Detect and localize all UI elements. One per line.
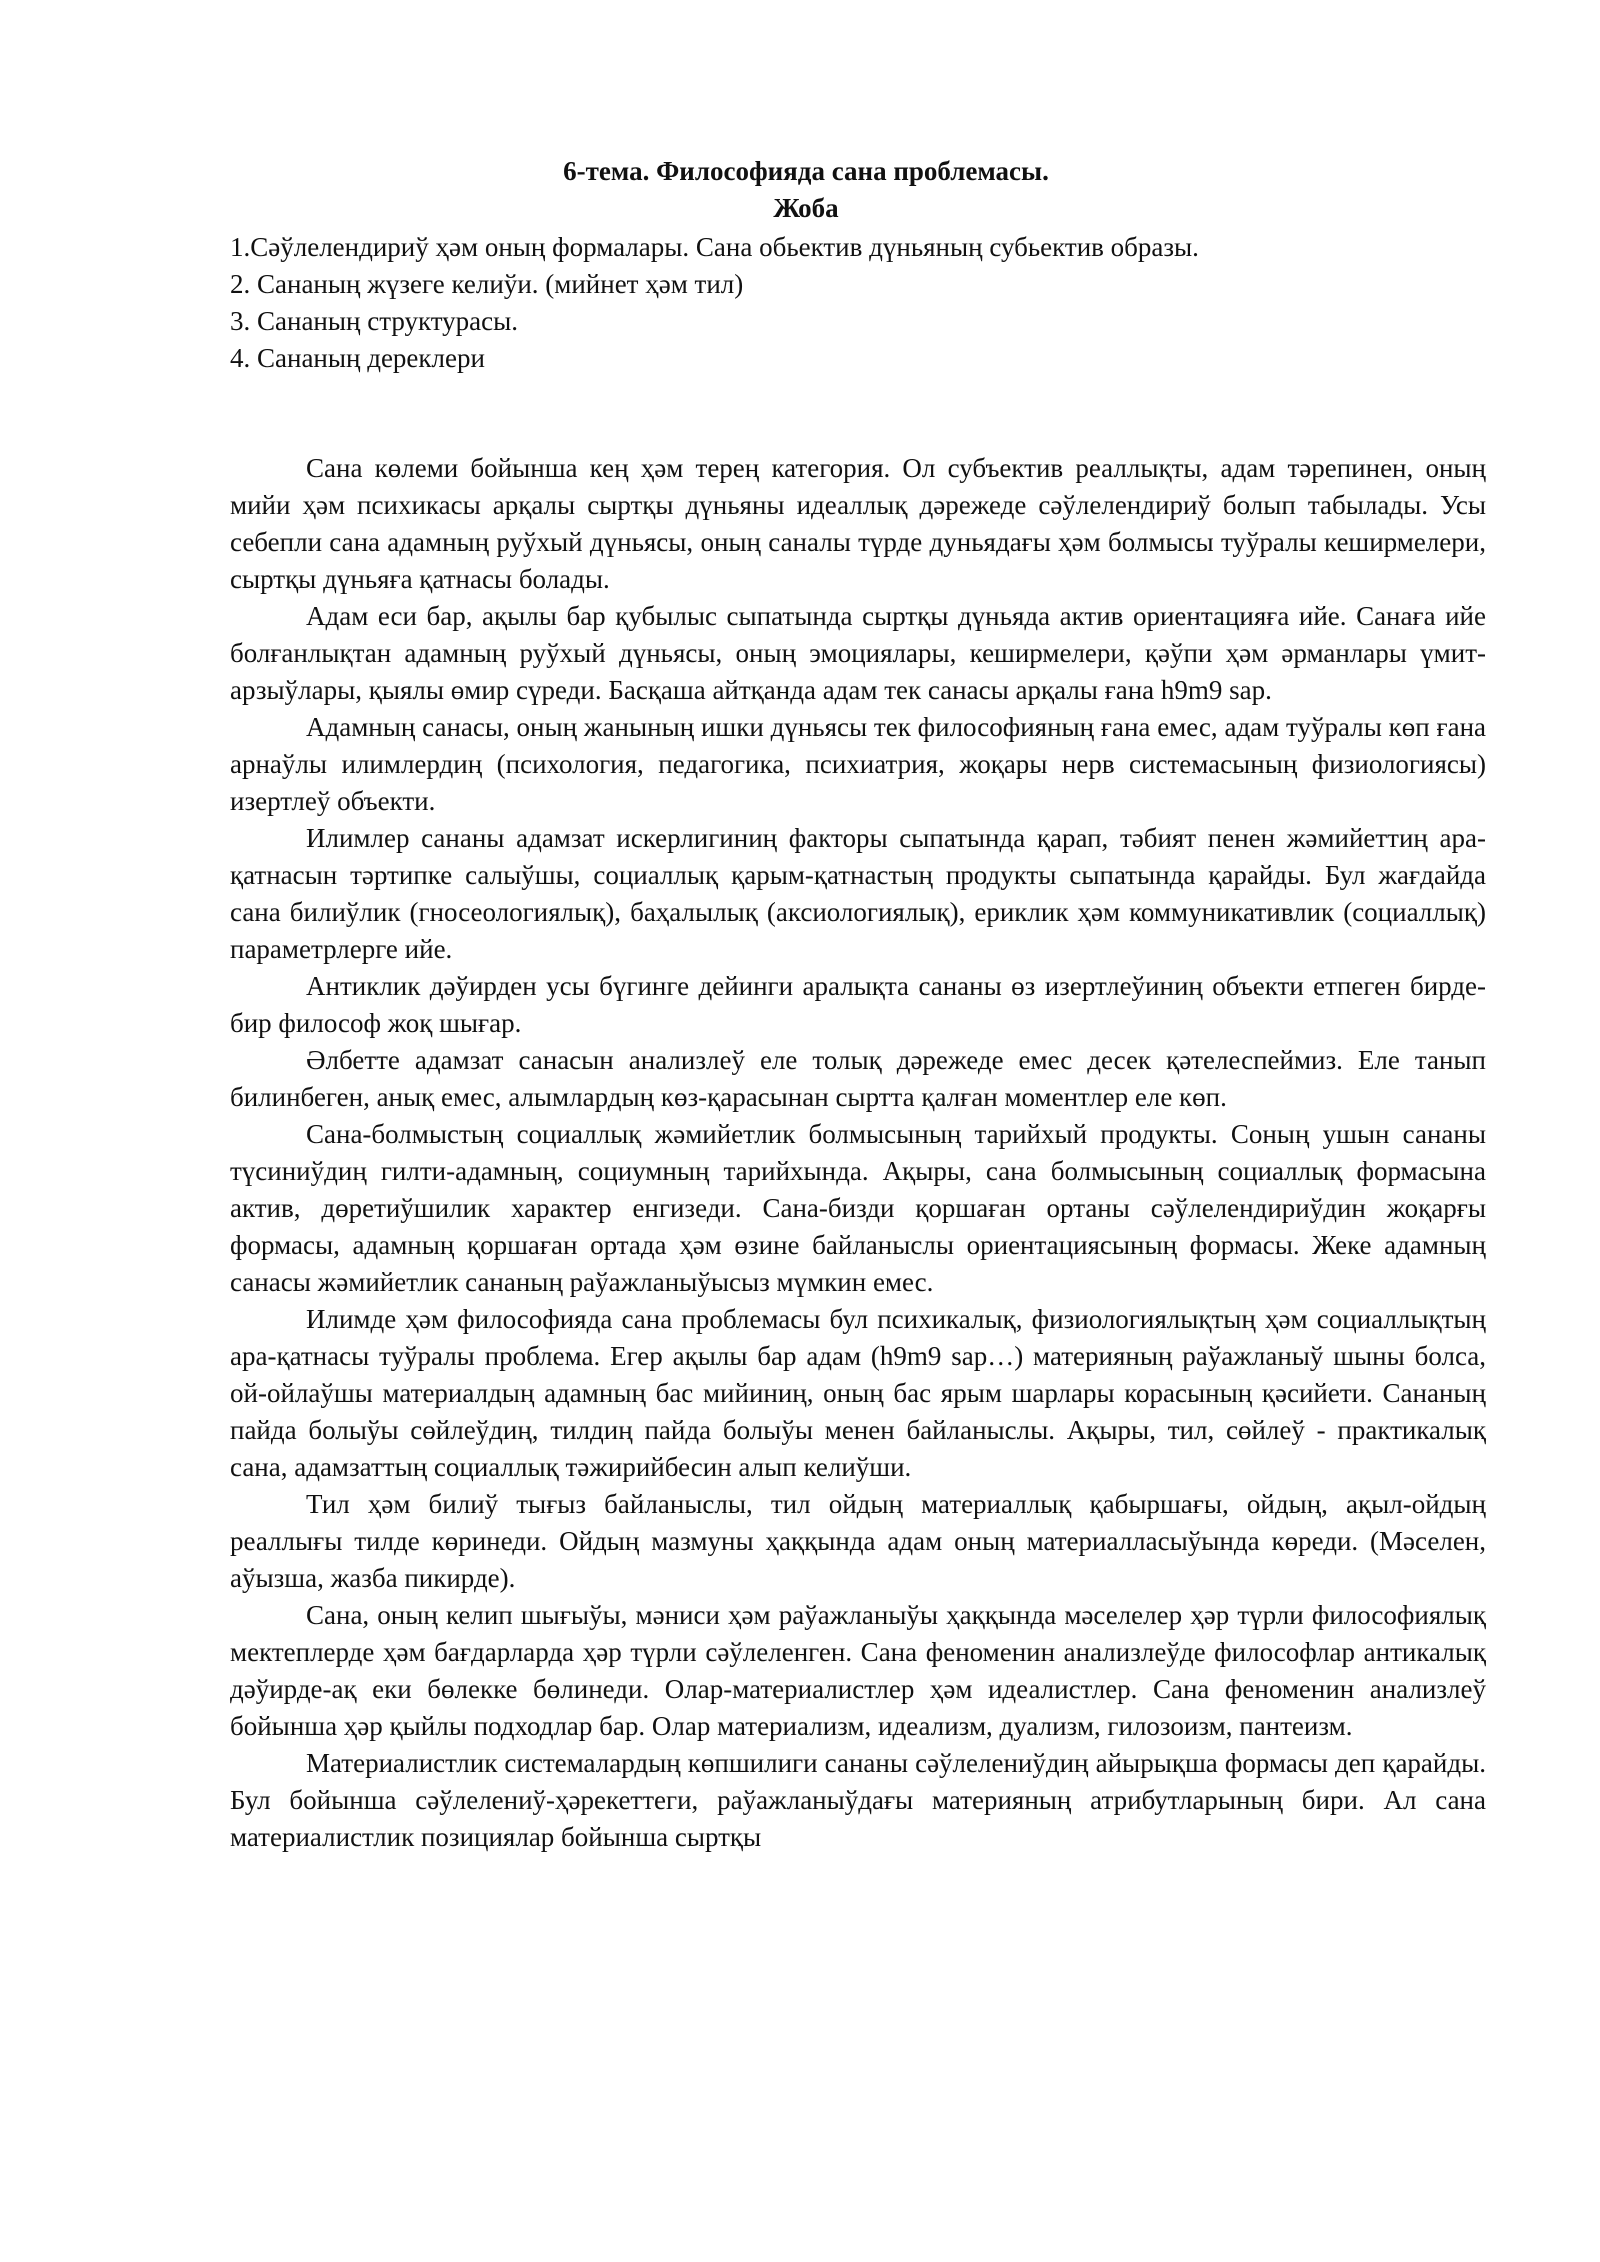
body-paragraph: Материалистлик системалардың көпшилиги сананы сәўлелениўдиң айырықша формасы деп қарайды. Бул бойынша сәўлелениў-ҳәрекеттеги, раўажланыўдағы материяның атрибутларының бири. Ал сана материалистлик позициялар бойынша сыртқы [230, 1748, 1486, 1852]
body-paragraph: Әлбетте адамзат санасын анализлеў еле толық дәрежеде емес десек қәтелеспеймиз. Еле танып билинбеген, анық емес, алымлардың көз-қарасынан сыртта қалған моментлер еле көп. [230, 1045, 1486, 1112]
body-paragraph: Адам еси бар, ақылы бар қубылыс сыпатында сыртқы дүньяда актив ориентацияға ийе. Санаға ийе болғанлықтан адамның руўхый дүньясы, оның эмоциялары, кеширмелери, қәўпи ҳәм әрманлары үмит-арзыўлары, қыялы өмир сүреди. Басқаша айтқанда адам тек санасы арқалы ғана h9m9 sap. [230, 601, 1486, 705]
body-paragraph: Тил ҳәм билиў тығыз байланыслы, тил ойдың материаллық қабыршағы, ойдың, ақыл-ойдың реаллығы тилде көринеди. Ойдың мазмуны ҳаққында адам оның материалласыўында көреди. (Мәселен, аўызша, жазба пикирде). [230, 1489, 1486, 1593]
body-paragraph: Сана-болмыстың социаллық жәмийетлик болмысының тарийхый продукты. Соның ушын сананы түсиниўдиң гилти-адамның, социумның тарийхында. Ақыры, сана болмысының социаллық формасына актив, дөретиўшилик характер енгизеди. Сана-бизди қоршаған ортаны сәўлелендириўдин жоқарғы формасы, адамның қоршаған ортада ҳәм өзине байланыслы ориентациясының формасы. Жеке адамның санасы жәмийетлик сананың раўажланыўысыз мүмкин емес. [230, 1119, 1486, 1297]
document-body [230, 450, 1486, 1856]
plan-item: 4. Сананың дереклери [230, 343, 485, 373]
body-paragraph: Антиклик дәўирден усы бүгинге дейинги аралықта сананы өз изертлеўиниң объекти етпеген бирде-бир философ жоқ шығар. [230, 971, 1486, 1038]
body-paragraph: Илимлер сананы адамзат искерлигиниң факторы сыпатында қарап, тәбият пенен жәмийеттиң ара-қатнасын тәртипке салыўшы, социаллық қарым-қатнастың продукты сыпатында қарайды. Бул жағдайда сана билиўлик (гносеологиялық), баҳалылық (аксиологиялық), ериклик ҳәм коммуникативлик (социаллық) параметрлерге ийе. [230, 823, 1486, 964]
plan-item: 2. Сананың жүзеге келиўи. (мийнет ҳәм тил) [230, 269, 744, 299]
document-subtitle: Жоба [773, 193, 839, 223]
document-title: 6-тема. Философияда сана проблемасы. [563, 156, 1049, 186]
plan-item: 3. Сананың структурасы. [230, 306, 519, 336]
plan-item: 1.Сәўлелендириў ҳәм оның формалары. Сана обьектив дүньяның субьектив образы. [230, 232, 1199, 262]
body-paragraph: Сана көлеми бойынша кең ҳәм терең категория. Ол субъектив реаллықты, адам тәрепинен, оның мийи ҳәм психикасы арқалы сыртқы дүньяны идеаллық дәрежеде сәўлелендириў болып табылады. Усы себепли сана адамның руўхый дүньясы, оның саналы түрде дуньядағы ҳәм болмысы туўралы кеширмелери, сыртқы дүньяға қатнасы болады. [230, 453, 1486, 594]
body-paragraph: Сана, оның келип шығыўы, мәниси ҳәм раўажланыўы ҳаққында мәселелер ҳәр түрли философиялық мектеплерде ҳәм бағдарларда ҳәр түрли сәўлеленген. Сана феноменин анализлеўде философлар антикалық дәўирде-ақ еки бөлекке бөлинеди. Олар-материалистлер ҳәм идеалистлер. Сана феноменин анализлеў бойынша ҳәр қыйлы подходлар бар. Олар материализм, идеализм, дуализм, гилозоизм, пантеизм. [230, 1600, 1486, 1741]
body-paragraph: Адамның санасы, оның жанының ишки дүньясы тек философияның ғана емес, адам туўралы көп ғана арнаўлы илимлердиң (психология, педагогика, психиатрия, жоқары нерв системасының физиологиясы) изертлеў объекти. [230, 712, 1486, 816]
body-paragraph: Илимде ҳәм философияда сана проблемасы бул психикалық, физиологиялықтың ҳәм социаллықтың ара-қатнасы туўралы проблема. Егер ақылы бар адам (h9m9 sap…) материяның раўажланыў шыны болса, ой-ойлаўшы материалдың адамның бас мийиниң, оның бас ярым шарлары корасының қәсийети. Сананың пайда болыўы сөйлеўдиң, тилдиң пайда болыўы менен байланыслы. Ақыры, тил, сөйлеў - практикалық сана, адамзаттың социаллық тәжирийбесин алып келиўши. [230, 1304, 1486, 1482]
plan-list [230, 229, 1382, 377]
